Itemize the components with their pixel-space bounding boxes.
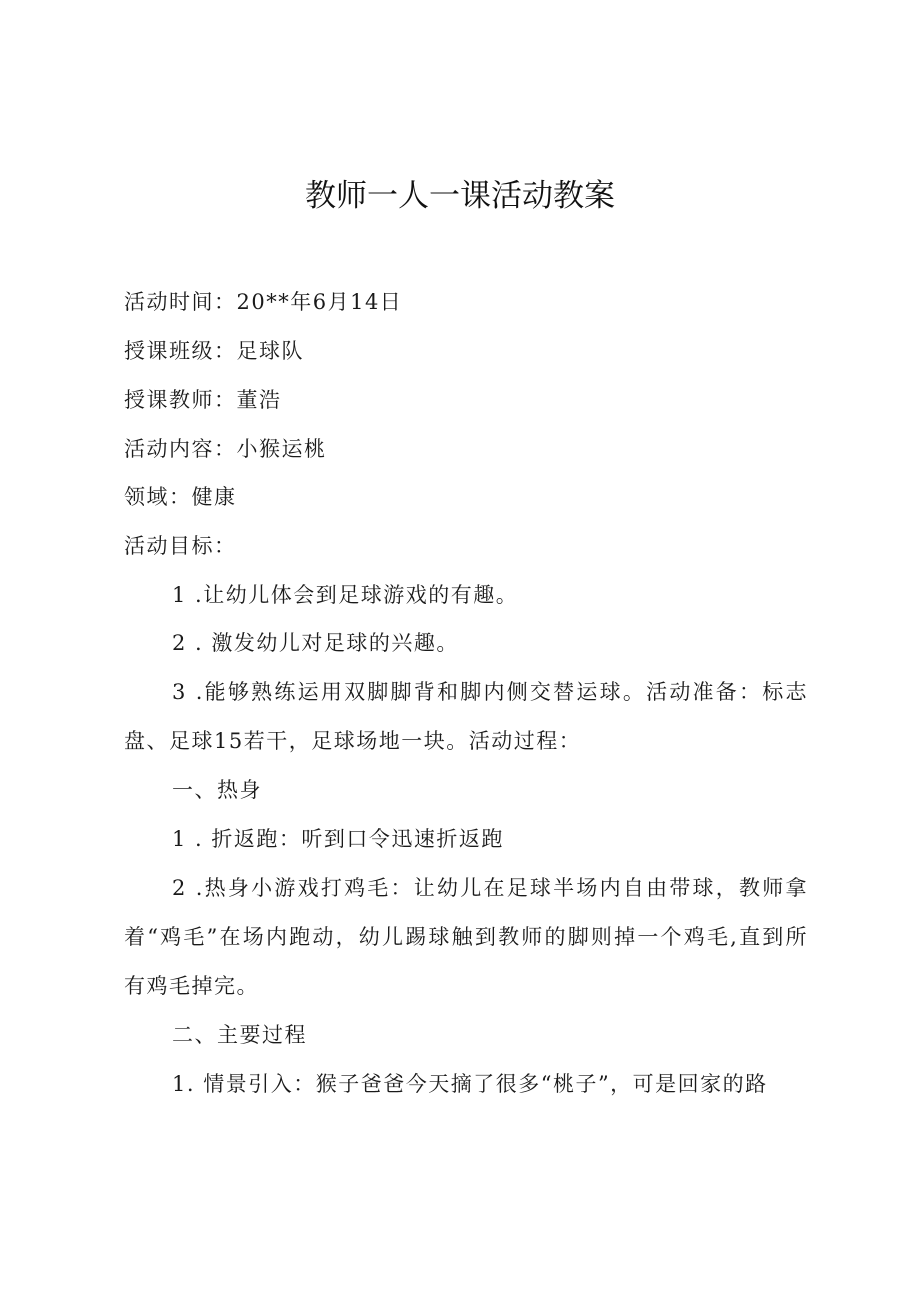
goals-heading: 活动目标： bbox=[124, 534, 237, 558]
main-item-1: 1. 情景引入：猴子爸爸今天摘了很多“桃子”，可是回家的路 bbox=[172, 1072, 768, 1096]
teacher-info: 授课教师：董浩 bbox=[124, 388, 282, 412]
warmup-item-1: 1 . 折返跑：听到口令迅速折返跑 bbox=[172, 827, 504, 851]
goal-item-1: 1 .让幼儿体会到足球游戏的有趣。 bbox=[172, 583, 519, 607]
warmup-item-2-paragraph: 2 .热身小游戏打鸡毛：让幼儿在足球半场内自由带球，教师拿着“鸡毛”在场内跑动，幼儿踢球触到教师的脚则掉一个鸡毛,直到所有鸡毛掉完。 bbox=[124, 876, 808, 998]
document-title: 教师一人一课活动教案 bbox=[305, 178, 615, 214]
goal-item-2: 2 . 激发幼儿对足球的兴趣。 bbox=[172, 631, 459, 655]
field-info: 领域：健康 bbox=[124, 485, 237, 509]
section-main-heading: 二、主要过程 bbox=[172, 1023, 307, 1047]
activity-content: 活动内容：小猴运桃 bbox=[124, 437, 327, 461]
section-warmup-heading: 一、热身 bbox=[172, 778, 262, 802]
activity-time: 活动时间：20**年6月14日 bbox=[124, 290, 403, 314]
goal-item-3-paragraph: 3 .能够熟练运用双脚脚背和脚内侧交替运球。活动准备：标志盘、足球15若干，足球场地一块。活动过程： bbox=[124, 680, 808, 753]
class-info: 授课班级：足球队 bbox=[124, 339, 304, 363]
